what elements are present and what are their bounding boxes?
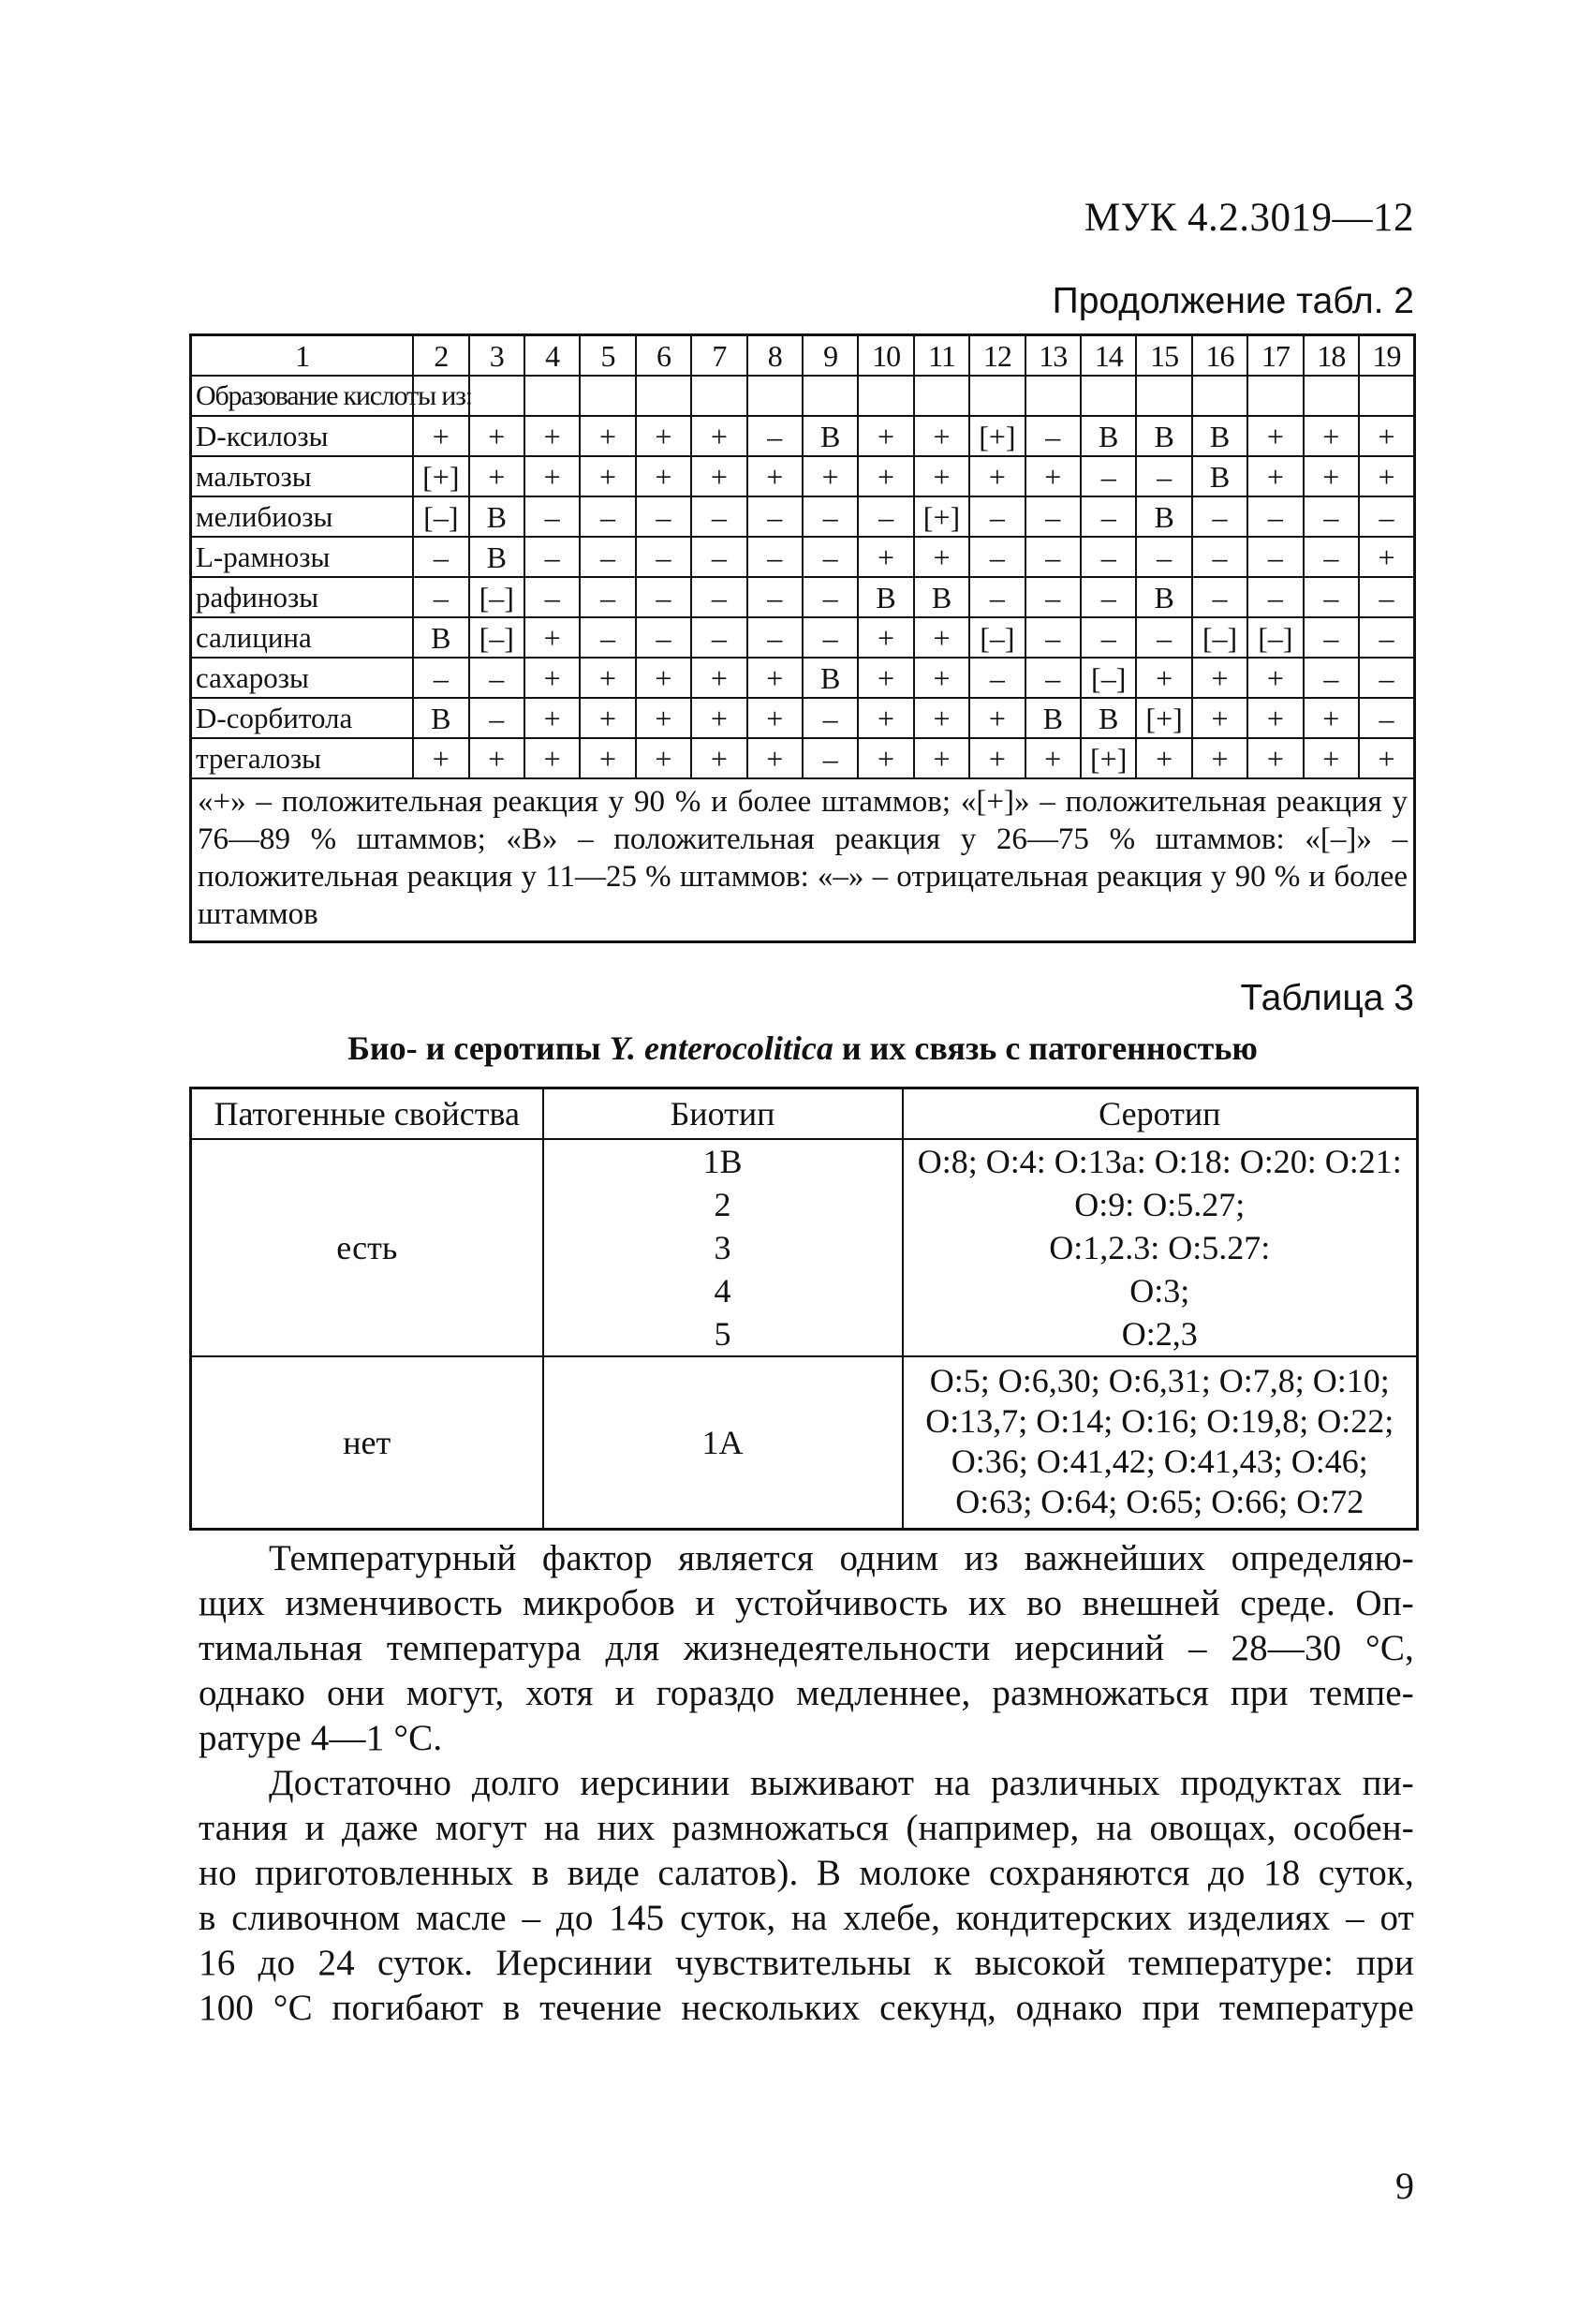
reaction-cell: +: [1304, 698, 1359, 738]
reaction-cell: +: [858, 617, 913, 658]
reaction-cell: В: [469, 537, 524, 577]
reaction-cell: +: [691, 416, 746, 456]
reaction-cell: +: [1192, 698, 1247, 738]
table-legend-note: «+» – положительная реакция у 90 % и более штаммов; «[+]» – положительная реакция у 76—89 % штаммов; «В» – положительная реакция у 26—75 % штаммов: «[–]» – положительная реакция у 11—25 % штаммов: «–» – отрицательная реакция у 90 % и более штаммов: [191, 778, 1415, 942]
reaction-cell: –: [1136, 456, 1191, 496]
empty-cell: [747, 376, 803, 416]
reaction-cell: +: [747, 698, 803, 738]
reaction-cell: +: [914, 738, 969, 778]
reaction-cell: +: [580, 738, 635, 778]
serotype-cell: O:2,3: [903, 1312, 1418, 1356]
table-3: [189, 1087, 1419, 1531]
reaction-cell: –: [1247, 496, 1303, 537]
reaction-cell: +: [969, 698, 1025, 738]
biotype-cell: 2: [543, 1183, 903, 1226]
header-pathogenic-properties: Патогенные свойства: [191, 1088, 543, 1140]
pathogenic-no-label: нет: [191, 1356, 543, 1530]
reaction-cell: –: [413, 658, 468, 698]
reaction-cell: +: [747, 456, 803, 496]
reaction-cell: –: [469, 658, 524, 698]
reaction-cell: –: [1025, 617, 1081, 658]
reaction-cell: –: [1081, 577, 1136, 617]
reaction-cell: +: [1359, 537, 1414, 577]
reaction-cell: [–]: [413, 496, 468, 537]
reaction-cell: +: [914, 456, 969, 496]
reaction-cell: +: [636, 738, 691, 778]
reaction-cell: В: [1081, 698, 1136, 738]
reaction-cell: –: [1025, 496, 1081, 537]
reaction-cell: +: [691, 698, 746, 738]
column-header: 2: [413, 335, 468, 377]
reaction-cell: –: [858, 496, 913, 537]
reaction-cell: –: [636, 617, 691, 658]
serotype-cell: [903, 1356, 1418, 1530]
reaction-cell: –: [1192, 537, 1247, 577]
table-3-number: Таблица 3: [1240, 978, 1414, 1018]
table-row: [191, 698, 1415, 738]
reaction-cell: –: [1359, 617, 1414, 658]
reaction-cell: –: [1081, 617, 1136, 658]
reaction-cell: [+]: [1081, 738, 1136, 778]
reaction-cell: +: [469, 456, 524, 496]
reaction-cell: [+]: [914, 496, 969, 537]
reaction-cell: +: [524, 698, 580, 738]
reaction-cell: +: [1304, 456, 1359, 496]
biotype-cell: 5: [543, 1312, 903, 1356]
reaction-cell: +: [858, 698, 913, 738]
empty-cell: [1081, 376, 1136, 416]
text-line: Достаточно долго иерсинии выживают на различных продуктах пи-: [269, 1763, 1414, 1803]
reaction-cell: +: [1025, 738, 1081, 778]
reaction-cell: +: [636, 456, 691, 496]
reaction-cell: –: [1359, 577, 1414, 617]
serotype-line: O:5; O:6,30; O:6,31; O:7,8; O:10;: [929, 1362, 1390, 1399]
reaction-cell: –: [524, 577, 580, 617]
reaction-cell: –: [413, 577, 468, 617]
row-label: D-ксилозы: [191, 416, 414, 456]
reaction-cell: –: [803, 537, 858, 577]
reaction-cell: –: [1136, 617, 1191, 658]
reaction-cell: –: [636, 496, 691, 537]
reaction-cell: –: [1136, 537, 1191, 577]
reaction-cell: +: [524, 617, 580, 658]
text-line: ратуре 4—1 °С.: [199, 1718, 443, 1758]
reaction-cell: –: [469, 698, 524, 738]
reaction-cell: +: [747, 738, 803, 778]
reaction-cell: В: [469, 496, 524, 537]
reaction-cell: –: [747, 416, 803, 456]
reaction-cell: –: [1247, 577, 1303, 617]
reaction-cell: +: [469, 738, 524, 778]
row-label: рафинозы: [191, 577, 414, 617]
reaction-cell: +: [636, 698, 691, 738]
reaction-cell: [–]: [1192, 617, 1247, 658]
reaction-cell: [+]: [413, 456, 468, 496]
reaction-cell: +: [1304, 416, 1359, 456]
species-name: Y. enterocolitica: [609, 1029, 833, 1067]
reaction-cell: –: [1247, 537, 1303, 577]
reaction-cell: +: [691, 738, 746, 778]
reaction-cell: –: [636, 537, 691, 577]
table-row: [191, 496, 1415, 537]
column-header: 1: [191, 335, 414, 377]
column-header: 9: [803, 335, 858, 377]
table-row: [191, 456, 1415, 496]
reaction-cell: –: [803, 617, 858, 658]
reaction-cell: +: [636, 416, 691, 456]
serotype-line: O:63; O:64; O:65; O:66; O:72: [955, 1483, 1364, 1520]
reaction-cell: +: [580, 658, 635, 698]
serotype-cell: O:8; O:4: O:13a: O:18: O:20: O:21:: [903, 1139, 1418, 1183]
table-row: [191, 738, 1415, 778]
reaction-cell: +: [580, 698, 635, 738]
row-label: D-сорбитола: [191, 698, 414, 738]
document-code: МУК 4.2.3019—12: [1084, 196, 1414, 240]
reaction-cell: +: [469, 416, 524, 456]
serotype-cell: O:9: O:5.27;: [903, 1183, 1418, 1226]
text-line: Температурный фактор является одним из важнейших определяю-: [269, 1538, 1414, 1578]
reaction-cell: +: [1247, 416, 1303, 456]
reaction-cell: +: [524, 738, 580, 778]
reaction-cell: +: [1136, 658, 1191, 698]
reaction-cell: +: [524, 658, 580, 698]
empty-cell: [1247, 376, 1303, 416]
column-header: 11: [914, 335, 969, 377]
empty-cell: [469, 376, 524, 416]
reaction-cell: В: [1025, 698, 1081, 738]
empty-cell: [524, 376, 580, 416]
reaction-cell: –: [1359, 658, 1414, 698]
reaction-cell: В: [413, 698, 468, 738]
reaction-cell: +: [580, 416, 635, 456]
table-row: [191, 617, 1415, 658]
table-row: [191, 658, 1415, 698]
reaction-cell: +: [969, 738, 1025, 778]
paragraph-survival: [199, 1761, 1414, 2031]
text-line: в сливочном масле – до 145 суток, на хлебе, кондитерских изделиях – от: [199, 1898, 1414, 1938]
reaction-cell: +: [524, 416, 580, 456]
reaction-cell: +: [1136, 738, 1191, 778]
table-row: [191, 416, 1415, 456]
reaction-cell: В: [1136, 416, 1191, 456]
reaction-cell: –: [1081, 456, 1136, 496]
reaction-cell: В: [413, 617, 468, 658]
reaction-cell: [–]: [469, 577, 524, 617]
column-header: 12: [969, 335, 1025, 377]
text-line: 16 до 24 суток. Иерсинии чувствительны к высокой температуре: при: [199, 1943, 1414, 1983]
reaction-cell: –: [969, 537, 1025, 577]
reaction-cell: В: [1136, 577, 1191, 617]
reaction-cell: –: [1025, 537, 1081, 577]
biotype-cell: 4: [543, 1269, 903, 1312]
column-header: 19: [1359, 335, 1414, 377]
reaction-cell: –: [969, 577, 1025, 617]
reaction-cell: –: [1081, 537, 1136, 577]
reaction-cell: +: [858, 537, 913, 577]
column-header: 7: [691, 335, 746, 377]
reaction-cell: –: [1304, 496, 1359, 537]
column-header: 8: [747, 335, 803, 377]
biotype-cell: 1A: [543, 1356, 903, 1530]
empty-cell: [969, 376, 1025, 416]
reaction-cell: –: [1359, 698, 1414, 738]
row-label: салицина: [191, 617, 414, 658]
reaction-cell: –: [1304, 617, 1359, 658]
reaction-cell: В: [1081, 416, 1136, 456]
reaction-cell: –: [580, 577, 635, 617]
reaction-cell: –: [524, 496, 580, 537]
table-header-row: [191, 335, 1415, 377]
reaction-cell: +: [691, 658, 746, 698]
column-header: 10: [858, 335, 913, 377]
reaction-cell: +: [1025, 456, 1081, 496]
reaction-cell: +: [858, 456, 913, 496]
reaction-cell: +: [1247, 658, 1303, 698]
reaction-cell: +: [691, 456, 746, 496]
header-biotype: Биотип: [543, 1088, 903, 1140]
table-continuation-label: Продолжение табл. 2: [1052, 281, 1414, 321]
reaction-cell: +: [914, 617, 969, 658]
reaction-cell: –: [747, 496, 803, 537]
text-line: 100 °С погибают в течение нескольких секунд, однако при температуре: [199, 1988, 1414, 2028]
reaction-cell: –: [1025, 416, 1081, 456]
reaction-cell: +: [914, 698, 969, 738]
reaction-cell: [+]: [1136, 698, 1191, 738]
reaction-cell: –: [969, 658, 1025, 698]
empty-cell: [914, 376, 969, 416]
reaction-cell: +: [413, 416, 468, 456]
reaction-cell: –: [580, 537, 635, 577]
reaction-cell: В: [858, 577, 913, 617]
column-header: 15: [1136, 335, 1191, 377]
reaction-cell: +: [1304, 738, 1359, 778]
empty-cell: [858, 376, 913, 416]
column-header: 5: [580, 335, 635, 377]
reaction-cell: [+]: [969, 416, 1025, 456]
reaction-cell: +: [1247, 698, 1303, 738]
table-row: [191, 1356, 1418, 1530]
reaction-cell: –: [691, 617, 746, 658]
reaction-cell: –: [1192, 577, 1247, 617]
reaction-cell: –: [691, 496, 746, 537]
table-row: [191, 1139, 1418, 1183]
legend-row: [191, 778, 1415, 942]
reaction-cell: –: [747, 577, 803, 617]
empty-cell: [691, 376, 746, 416]
reaction-cell: +: [580, 456, 635, 496]
empty-cell: [803, 376, 858, 416]
reaction-cell: –: [803, 496, 858, 537]
header-serotype: Серотип: [903, 1088, 1418, 1140]
table-3-title: Био- и серотипы Y. enterocolitica и их связь с патогенностью: [347, 1029, 1258, 1067]
column-header: 18: [1304, 335, 1359, 377]
reaction-cell: –: [803, 698, 858, 738]
text-line: тимальная температура для жизнедеятельности иерсиний – 28—30 °С,: [199, 1628, 1414, 1668]
reaction-cell: +: [1359, 456, 1414, 496]
serotype-cell: O:1,2.3: O:5.27:: [903, 1226, 1418, 1269]
reaction-cell: +: [747, 658, 803, 698]
reaction-cell: –: [1304, 658, 1359, 698]
reaction-cell: +: [636, 658, 691, 698]
reaction-cell: +: [1247, 456, 1303, 496]
reaction-cell: +: [914, 658, 969, 698]
table-row: [191, 577, 1415, 617]
reaction-cell: +: [858, 658, 913, 698]
reaction-cell: –: [524, 537, 580, 577]
reaction-cell: –: [969, 496, 1025, 537]
row-label: сахарозы: [191, 658, 414, 698]
reaction-cell: В: [803, 658, 858, 698]
text-line: тания и даже могут на них размножаться (например, на овощах, особен-: [199, 1808, 1414, 1848]
biotype-cell: 3: [543, 1226, 903, 1269]
reaction-cell: В: [914, 577, 969, 617]
group-label-row: [191, 376, 1415, 416]
column-header: 13: [1025, 335, 1081, 377]
empty-cell: [1192, 376, 1247, 416]
column-header: 4: [524, 335, 580, 377]
text-line: но приготовленных в виде салатов). В молоке сохраняются до 18 суток,: [199, 1853, 1414, 1893]
reaction-cell: –: [1359, 496, 1414, 537]
reaction-cell: –: [747, 617, 803, 658]
reaction-cell: –: [1192, 496, 1247, 537]
reaction-cell: В: [1136, 496, 1191, 537]
reaction-cell: +: [858, 738, 913, 778]
reaction-cell: +: [858, 416, 913, 456]
empty-cell: [1359, 376, 1414, 416]
reaction-cell: +: [524, 456, 580, 496]
row-label: трегалозы: [191, 738, 414, 778]
table-row: [191, 537, 1415, 577]
reaction-cell: +: [969, 456, 1025, 496]
reaction-cell: В: [803, 416, 858, 456]
empty-cell: [1025, 376, 1081, 416]
reaction-cell: [–]: [469, 617, 524, 658]
reaction-cell: –: [580, 496, 635, 537]
reaction-cell: –: [580, 617, 635, 658]
reaction-cell: В: [1192, 416, 1247, 456]
reaction-cell: –: [803, 577, 858, 617]
reaction-cell: +: [1192, 658, 1247, 698]
reaction-cell: +: [1247, 738, 1303, 778]
column-header: 14: [1081, 335, 1136, 377]
reaction-cell: [–]: [969, 617, 1025, 658]
biotype-cell: 1B: [543, 1139, 903, 1183]
page-number: 9: [1395, 2165, 1414, 2207]
reaction-cell: +: [1359, 416, 1414, 456]
empty-cell: [1136, 376, 1191, 416]
table-2-continuation: [189, 333, 1416, 943]
row-label: L-рамнозы: [191, 537, 414, 577]
paragraph-temperature: [199, 1536, 1414, 1761]
reaction-cell: –: [1025, 577, 1081, 617]
reaction-cell: –: [1081, 496, 1136, 537]
column-header: 17: [1247, 335, 1303, 377]
empty-cell: [1304, 376, 1359, 416]
reaction-cell: –: [1304, 577, 1359, 617]
reaction-cell: –: [691, 577, 746, 617]
row-label: мелибиозы: [191, 496, 414, 537]
reaction-cell: [–]: [1081, 658, 1136, 698]
reaction-cell: +: [803, 456, 858, 496]
column-header: 6: [636, 335, 691, 377]
reaction-cell: +: [914, 416, 969, 456]
column-header: 3: [469, 335, 524, 377]
reaction-cell: +: [1359, 738, 1414, 778]
reaction-cell: –: [803, 738, 858, 778]
serotype-cell: O:3;: [903, 1269, 1418, 1312]
group-label: Образование кислоты из:: [191, 376, 414, 416]
reaction-cell: –: [691, 537, 746, 577]
empty-cell: [580, 376, 635, 416]
reaction-cell: –: [413, 537, 468, 577]
text-line: щих изменчивость микробов и устойчивость их во внешней среде. Оп-: [199, 1583, 1414, 1623]
column-header: 16: [1192, 335, 1247, 377]
reaction-cell: –: [1025, 658, 1081, 698]
row-label: мальтозы: [191, 456, 414, 496]
serotype-line: O:13,7; O:14; O:16; O:19,8; O:22;: [925, 1402, 1394, 1440]
reaction-cell: +: [1192, 738, 1247, 778]
reaction-cell: –: [747, 537, 803, 577]
reaction-cell: +: [413, 738, 468, 778]
reaction-cell: +: [914, 537, 969, 577]
reaction-cell: –: [1304, 537, 1359, 577]
pathogenic-yes-label: есть: [191, 1139, 543, 1356]
reaction-cell: [–]: [1247, 617, 1303, 658]
reaction-cell: В: [1192, 456, 1247, 496]
empty-cell: [636, 376, 691, 416]
text-line: однако они могут, хотя и гораздо медленнее, размножаться при темпе-: [199, 1673, 1414, 1713]
serotype-line: O:36; O:41,42; O:41,43; O:46;: [951, 1443, 1368, 1480]
reaction-cell: –: [636, 577, 691, 617]
